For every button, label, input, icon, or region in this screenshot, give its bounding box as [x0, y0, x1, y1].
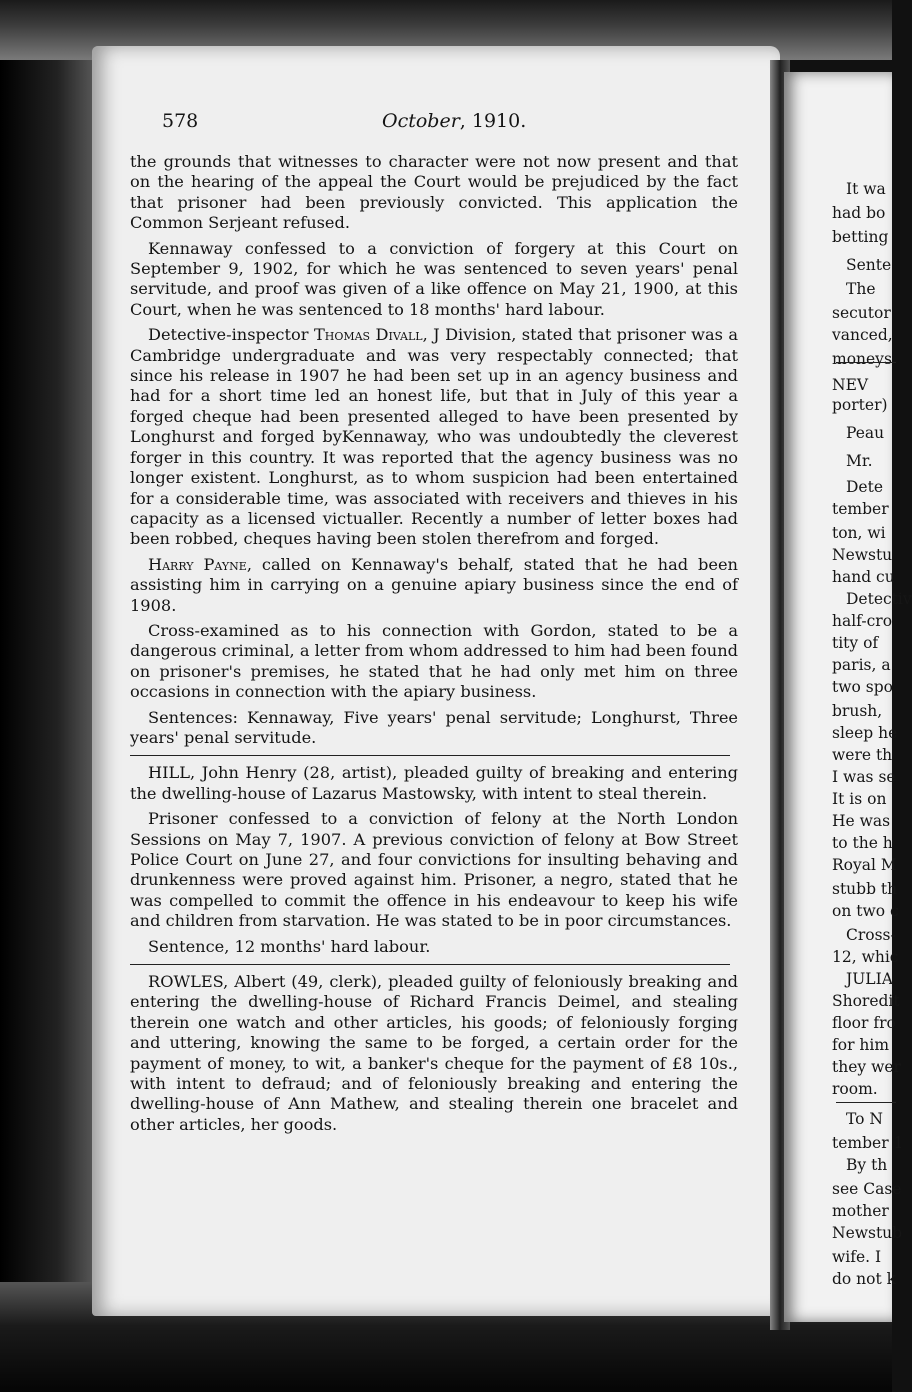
facing-page-line: By th — [846, 1156, 888, 1174]
facing-page-line: sleep he — [832, 724, 898, 742]
facing-page-line: Sente — [846, 256, 892, 274]
paragraph-6: Sentences: Kennaway, Five years' penal servitude; Longhurst, Three years' penal servitude. — [130, 707, 738, 747]
paragraph-10: ROWLES, Albert (49, clerk), pleaded guilty of feloniously breaking and entering the dwelling-house of Richard Francis Deimel, and stealing therein one watch and other articles, his goods; of feloniously forging and uttering, knowing the same to be forged, a certain order for the payment of money, to wit, a banker's cheque for the payment of £8 10s., with intent to defraud; and of feloniously breaking and entering the dwelling-house of Ann Mathew, and stealing therein one bracelet and other articles, her goods. — [130, 972, 738, 1134]
facing-page-line: He was — [832, 812, 891, 830]
running-head — [382, 110, 526, 132]
paragraph-4 — [130, 555, 738, 616]
paragraph-5: Cross-examined as to his connection with Gordon, stated to be a dangerous criminal, a letter from whom addressed to him had been found on prisoner's premises, he stated that he had only met him on three occasions in connection with the apiary business. — [130, 620, 738, 702]
facing-page-line: brush, — [832, 702, 883, 720]
page-body — [130, 152, 738, 1140]
facing-page-line: see Case — [832, 1180, 902, 1198]
paragraph-3-lead: Detective-inspector — [148, 325, 309, 345]
facing-page-line: they wer — [832, 1058, 901, 1076]
paragraph-4-text: , called on Kennaway's behalf, stated that he had been assisting him in carrying on a genuine apiary business since the end of 1908. — [130, 554, 738, 615]
facing-page-line: It is on — [832, 790, 887, 808]
facing-page-line: NEV — [832, 376, 869, 394]
facing-page-line: ton, wi — [832, 524, 886, 542]
facing-page-line: moneys — [832, 350, 892, 368]
facing-page-line: Newstub — [832, 1224, 903, 1242]
facing-page-line: Shoredit — [832, 992, 900, 1010]
facing-page-line: for him — [832, 1036, 890, 1054]
facing-page-line: stubb th — [832, 880, 898, 898]
facing-page-line: betting — [832, 228, 889, 246]
facing-page-line: The — [846, 280, 876, 298]
paragraph-8: Prisoner confessed to a conviction of felony at the North London Sessions on May 7, 1907. A previous conviction of felony at Bow Street Police Court on June 27, and four convictions for insulting behaving and drunkenness were proved against him. Prisoner, a negro, stated that he was compelled to commit the offence in his endeavour to keep his wife and children from starvation. He was stated to be in poor circumstances. — [130, 809, 738, 931]
case-divider-1 — [130, 755, 730, 756]
witness-name-divall: Thomas Divall — [313, 325, 423, 345]
facing-page-line: do not k — [832, 1270, 897, 1288]
page-header — [162, 110, 722, 138]
facing-page-line: secutor — [832, 304, 891, 322]
facing-page-line: Newstu — [832, 546, 893, 564]
paragraph-2: Kennaway confessed to a conviction of forgery at this Court on September 9, 1902, for which he was sentenced to seven years' penal servitude, and proof was given of a like offence on May 21, 1900, at this Court, when he was sentenced to 18 months' hard labour. — [130, 238, 738, 319]
facing-page-line: To N — [846, 1110, 883, 1128]
facing-page-line: porter) — [832, 396, 888, 414]
running-head-year: , 1910. — [459, 110, 527, 132]
facing-page-line: Cross- — [846, 926, 896, 944]
facing-page-line: to the h — [832, 834, 893, 852]
facing-page-line: half-cro — [832, 612, 893, 630]
facing-page-line: tember 1 — [832, 1134, 904, 1152]
book-spine-shadow — [0, 0, 96, 1392]
witness-name-payne: Harry Payne — [148, 554, 247, 574]
facing-page-line: It wa — [846, 180, 886, 198]
facing-page-line: vanced, — [832, 326, 893, 344]
paragraph-3 — [130, 325, 738, 549]
facing-page-line: room. — [832, 1080, 878, 1098]
facing-page-line: wife. I — [832, 1248, 882, 1266]
facing-page-line: tity of — [832, 634, 879, 652]
paragraph-7: HILL, John Henry (28, artist), pleaded guilty of breaking and entering the dwelling-house of Lazarus Mastowsky, with intent to steal therein. — [130, 763, 738, 803]
facing-page-line: Mr. — [846, 452, 873, 470]
facing-page-rule — [836, 362, 896, 363]
facing-page-line: JULIA — [846, 970, 893, 988]
case-divider-2 — [130, 964, 730, 965]
facing-page-line: Royal M — [832, 856, 897, 874]
facing-page-rule — [836, 1102, 896, 1103]
facing-page-line: had bo — [832, 204, 886, 222]
facing-page-line: tember — [832, 500, 889, 518]
paragraph-1: the grounds that witnesses to character were not now present and that on the hearing of the appeal the Court would be prejudiced by the fact that prisoner had been previously convicted. This application the Common Serjeant refused. — [130, 152, 738, 233]
facing-page-line: paris, a — [832, 656, 891, 674]
facing-page-line: Peau — [846, 424, 885, 442]
facing-page-line: on two c — [832, 902, 899, 920]
facing-page-line: were th — [832, 746, 893, 764]
facing-page-line: 12, whic — [832, 948, 899, 966]
facing-page-line: I was se — [832, 768, 896, 786]
paragraph-3-text: , J Division, stated that prisoner was a Cambridge undergraduate and was very respectably connected; that since his release in 1907 he had been set up in an agency business and had for a short time led an honest life, but that in July of this year a forged cheque had been presented alleged to have been presented by Longhurst and forged byKennaway, who was undoubtedly the cleverest forger in this country. It was reported that the agency business was no longer existent. Longhurst, as to whom suspicion had been entertained for a considerable time, was associated with receivers and thieves in his capacity as a licensed victualler. Recently a number of letter boxes had been robbed, cheques having been stolen therefrom and forged. — [130, 325, 739, 549]
page-number: 578 — [162, 110, 199, 132]
facing-page-line: hand cu — [832, 568, 895, 586]
facing-page-line: Detectiv — [846, 590, 912, 608]
paragraph-9: Sentence, 12 months' hard labour. — [148, 936, 431, 956]
running-head-month: October — [382, 110, 460, 132]
facing-page-line: mother — [832, 1202, 889, 1220]
facing-page-line: two spo — [832, 678, 893, 696]
facing-page-line: Dete — [846, 478, 884, 496]
facing-page-line: floor fro — [832, 1014, 896, 1032]
